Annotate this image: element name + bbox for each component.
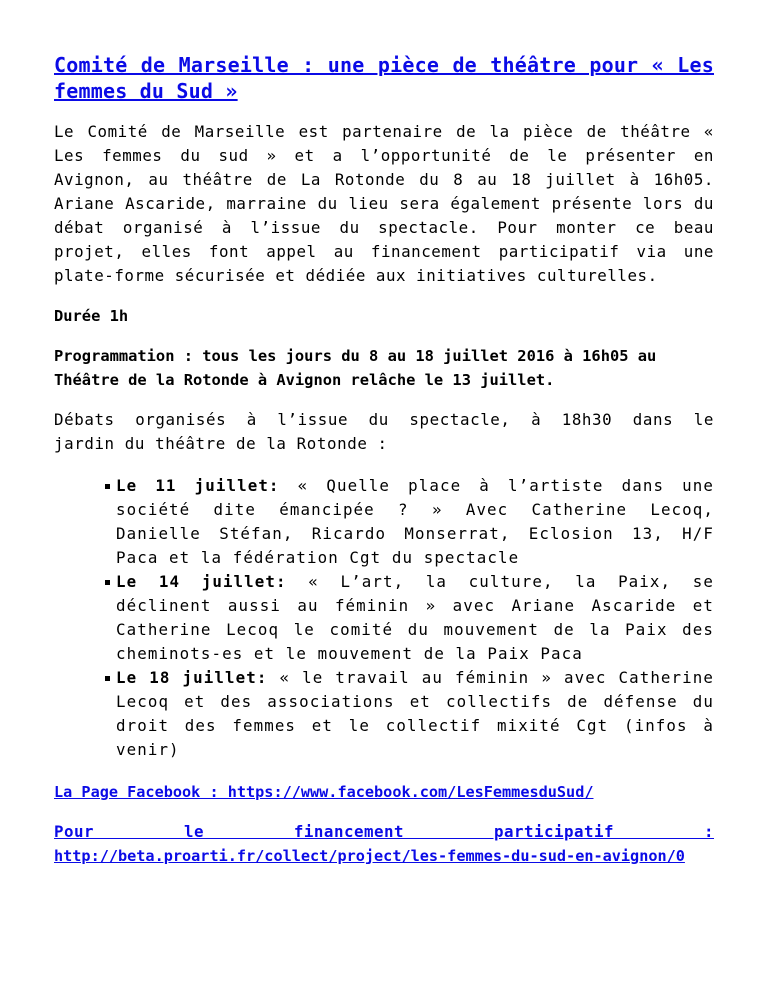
bullet-icon — [105, 484, 110, 489]
debates-intro-line-1: Débats organisés à l’issue du spectacle, à 18h30 dans le — [54, 410, 714, 429]
list-item — [116, 474, 714, 570]
debate-text: « le travail au féminin » avec Catherine Lecoq et des associations et collectifs de défense du droit des femmes et le collectif mixité Cgt (infos à venir) — [116, 668, 714, 759]
debate-date: Le 14 juillet: — [116, 572, 287, 591]
programming-text: Programmation : tous les jours du 8 au 18 juillet 2016 à 16h05 au Théâtre de la Rotonde à Avignon relâche le 13 juillet. — [54, 347, 657, 389]
financing-paragraph — [54, 820, 714, 868]
financing-label-link[interactable]: Pour le financement participatif : — [54, 822, 714, 841]
debate-date: Le 11 juillet: — [116, 476, 280, 495]
debate-date: Le 18 juillet: — [116, 668, 268, 687]
debate-text: « Quelle place à l’artiste dans une société dite émancipée ? » Avec Catherine Lecoq, Danielle Stéfan, Ricardo Monserrat, Eclosion 13, H/F Paca et la fédération Cgt du spectacle — [116, 476, 714, 567]
bullet-icon — [105, 580, 110, 585]
debates-intro — [54, 408, 714, 456]
bullet-icon — [105, 676, 110, 681]
list-item — [116, 666, 714, 762]
article-title — [54, 52, 714, 104]
duration-text: Durée 1h — [54, 307, 129, 325]
debates-intro-line-2: jardin du théâtre de la Rotonde : — [54, 434, 388, 453]
facebook-paragraph — [54, 780, 714, 804]
financing-url-link[interactable]: http://beta.proarti.fr/collect/project/les-femmes-du-sud-en-avignon/0 — [54, 847, 685, 865]
debate-text: « L’art, la culture, la Paix, se déclinent aussi au féminin » avec Ariane Ascaride et Catherine Lecoq le comité du mouvement de la Paix des cheminots-es et le mouvement de la Paix Paca — [116, 572, 714, 663]
intro-paragraph: Le Comité de Marseille est partenaire de la pièce de théâtre « Les femmes du sud » et a l’opportunité de le présenter en Avignon, au théâtre de La Rotonde du 8 au 18 juillet à 16h05. Ariane Ascaride, marraine du lieu sera également présente lors du débat organisé à l’issue du spectacle. Pour monter ce beau projet, elles font appel au financement participatif via une plate-forme sécurisée et dédiée aux initiatives culturelles. — [54, 122, 714, 285]
list-item — [116, 570, 714, 666]
article-title-link[interactable]: Comité de Marseille : une pièce de théâtre pour « Les femmes du Sud » — [54, 53, 714, 103]
facebook-link[interactable]: La Page Facebook : https://www.facebook.com/LesFemmesduSud/ — [54, 783, 594, 801]
debates-list — [54, 474, 714, 762]
